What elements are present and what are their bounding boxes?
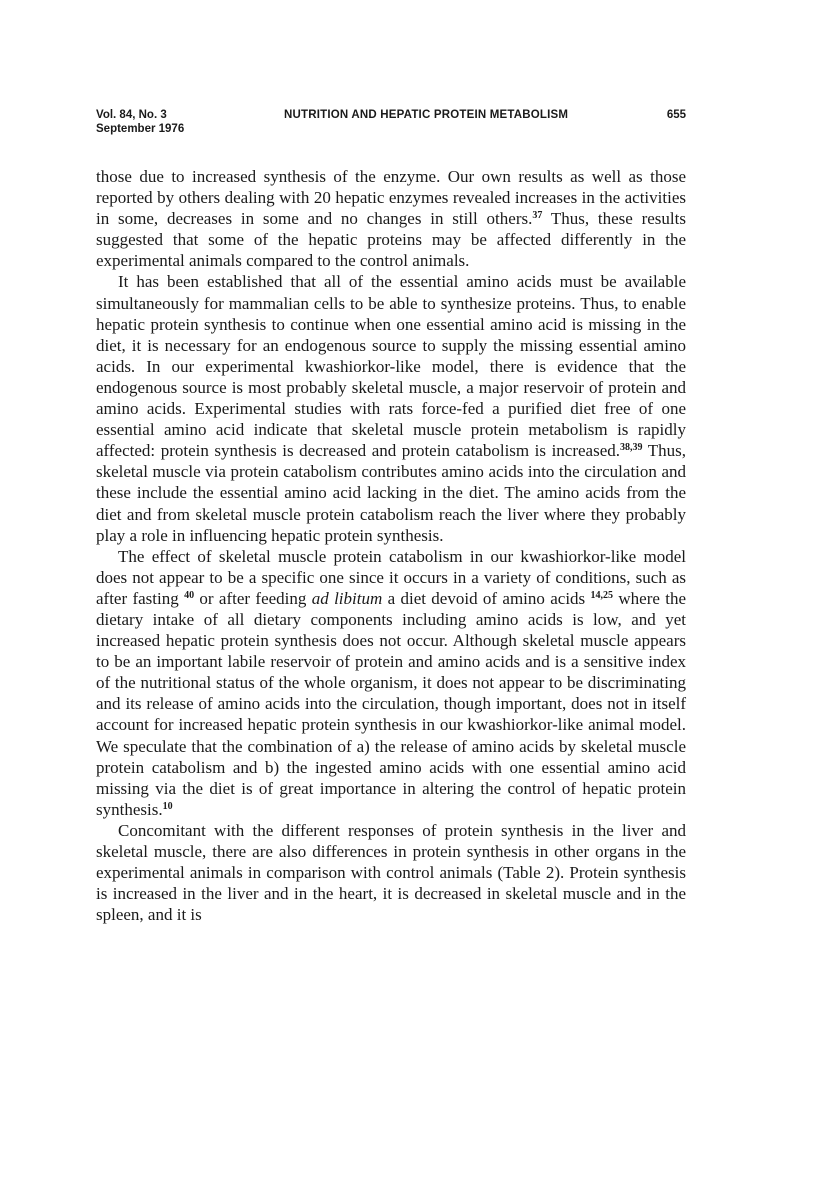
- article-body: [96, 166, 686, 925]
- journal-page: [96, 108, 687, 925]
- running-title: NUTRITION AND HEPATIC PROTEIN METABOLISM: [284, 109, 569, 121]
- latin-term: ad libitum: [311, 588, 383, 608]
- citation-ref: 37: [532, 210, 543, 222]
- volume-number: Vol. 84, No. 3: [96, 109, 167, 121]
- page-number: 655: [666, 109, 686, 121]
- paragraph-1: those due to increased synthesis of the enzyme. Our own results as well as those reported by others dealing with 20 hepatic enzymes revealed increases in the activities in some, decreases in some and no changes in still others.$^{37}$ Thus, these results suggested that some of the hepatic proteins may be affected differently in the experimental animals compared to the control animals.: [96, 167, 686, 271]
- running-header: [96, 108, 686, 148]
- citation-ref: 14,25: [590, 589, 614, 601]
- issue-date: September 1976: [96, 123, 185, 135]
- citation-ref: 38,39: [620, 442, 643, 454]
- paragraph-2: It has been established that all of the essential amino acids must be available simultaneously for mammalian cells to be able to synthesize proteins. Thus, to enable hepatic protein synthesis to continue when one essential amino acid is missing in the diet, it is necessary for an endogenous source to supply the missing essential amino acids. In our experimental kwashiorkor-like model, there is evidence that the endogenous source is most probably skeletal muscle, a major reservoir of protein and amino acids. Experimental studies with rats force-fed a purified diet free of one essential amino acid indicate that skeletal muscle protein metabolism is rapidly affected: protein synthesis is decreased and protein catabolism is increased.$^{38,39}$ Thus, skeletal muscle via protein catabolism contributes amino acids into the circulation and these include the essential amino acid lacking in the diet. The amino acids from the diet and from skeletal muscle protein catabolism reach the liver where they probably play a role in influencing hepatic protein synthesis.: [96, 272, 686, 545]
- issue-info: [96, 108, 184, 136]
- paragraph-4: Concomitant with the different responses of protein synthesis in the liver and skeletal muscle, there are also differences in protein synthesis in other organs in the experimental animals in comparison with control animals (Table 2). Protein synthesis is increased in the liver and in the heart, it is decreased in skeletal muscle and in the spleen, and it is: [96, 820, 686, 925]
- paragraph-3: The effect of skeletal muscle protein catabolism in our kwashiorkor-like model does not appear to be a specific one since it occurs in a variety of conditions, such as after fasting $^{40}$ or after feeding ad libitum a diet devoid of amino acids $^{14,25}$ where the dietary intake of all dietary components including amino acids is low, and yet increased hepatic protein synthesis does not occur. Although skeletal muscle appears to be an important labile reservoir of protein and amino acids and is a sensitive index of the nutritional status of the whole organism, it does not appear to be discriminating and its release of amino acids into the circulation, though important, does not in itself account for increased hepatic protein synthesis in our kwashiorkor-like animal model. We speculate that the combination of a) the release of amino acids by skeletal muscle protein catabolism and b) the ingested amino acids with one essential amino acid missing via the diet is of great importance in altering the control of hepatic protein synthesis.$^{10}$: [96, 546, 687, 819]
- citation-ref: 10: [162, 800, 173, 812]
- citation-ref: 40: [184, 589, 195, 601]
